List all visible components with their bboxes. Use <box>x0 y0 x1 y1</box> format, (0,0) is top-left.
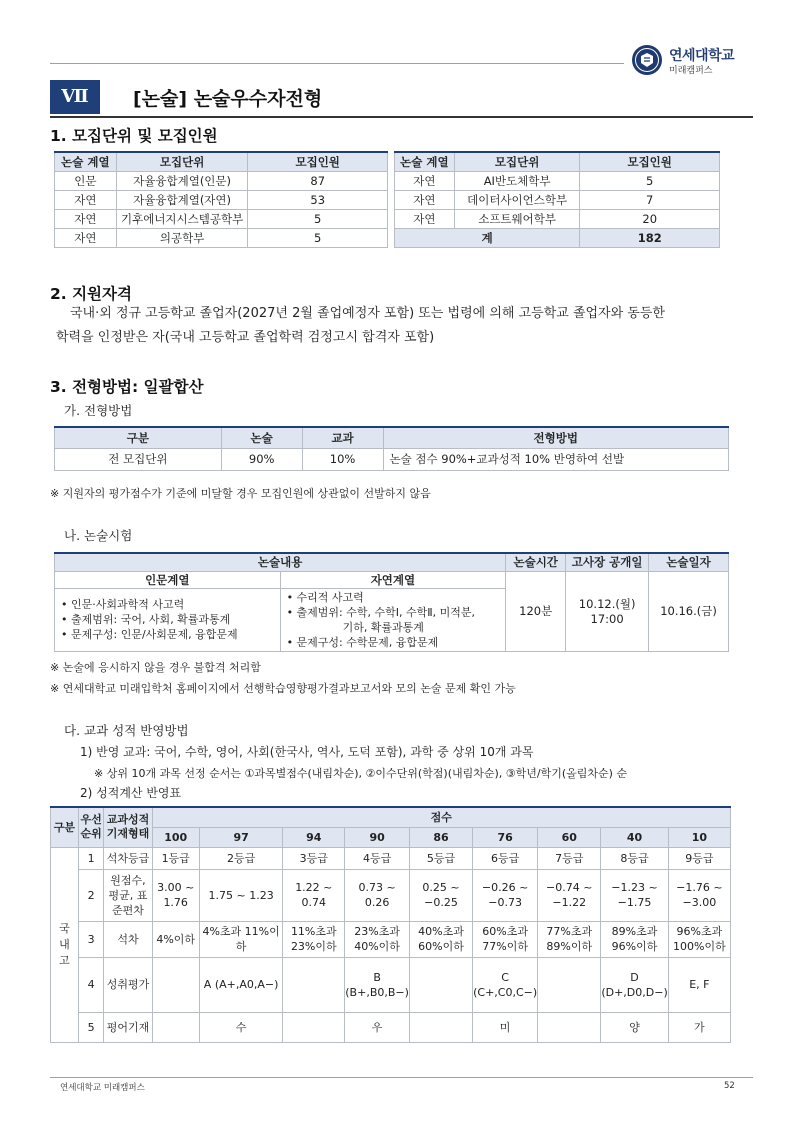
table-row <box>51 1012 731 1042</box>
cell: −0.26 ~ −0.73 <box>473 869 538 921</box>
open-date: 10.12.(월) <box>578 597 636 611</box>
table-row <box>51 921 731 957</box>
table-row <box>395 209 720 228</box>
col-header: 논술 <box>221 427 302 448</box>
cell: 2 <box>78 869 104 921</box>
table-row <box>55 209 388 228</box>
cell: 소프트웨어학부 <box>454 209 580 228</box>
cell: 원점수, 평균, 표준편차 <box>104 869 152 921</box>
cell <box>538 1012 601 1042</box>
cell <box>283 957 345 1012</box>
units-table-left <box>54 151 388 248</box>
cell: D (D+,D0,D−) <box>601 957 668 1012</box>
cell <box>538 957 601 1012</box>
cell: 11%초과 23%이하 <box>283 921 345 957</box>
cell: 60%초과 77%이하 <box>473 921 538 957</box>
cell: 23%초과 40%이하 <box>345 921 410 957</box>
cell: 4%초과 11%이하 <box>199 921 282 957</box>
cell: 53 <box>248 190 388 209</box>
essay-note1: ※ 논술에 응시하지 않을 경우 불합격 처리함 <box>50 661 261 674</box>
section2-heading: 2. 지원자격 <box>50 285 132 303</box>
cell <box>409 1012 472 1042</box>
cell: 평어기재 <box>104 1012 152 1042</box>
university-logo <box>631 44 791 80</box>
cell: 6등급 <box>473 847 538 869</box>
table-row <box>55 448 729 470</box>
cell: −1.76 ~ −3.00 <box>668 869 730 921</box>
group-label: 국내고 <box>51 847 79 1042</box>
cell: −0.74 ~ −1.22 <box>538 869 601 921</box>
cell: 4 <box>78 957 104 1012</box>
page-title: [논술] 논술우수자전형 <box>133 88 323 110</box>
list-item: • 수리적 사고력 <box>286 590 364 604</box>
humanities-content <box>55 588 281 651</box>
cell: 수 <box>199 1012 282 1042</box>
cell: 의공학부 <box>116 228 248 247</box>
table-row <box>395 190 720 209</box>
cell: 자연 <box>55 190 117 209</box>
table-row <box>51 869 731 921</box>
table-row <box>55 171 388 190</box>
cell: 89%초과 96%이하 <box>601 921 668 957</box>
cell: 7등급 <box>538 847 601 869</box>
cell: 5 <box>248 209 388 228</box>
cell <box>152 1012 199 1042</box>
col-header: 교과 <box>302 427 383 448</box>
open-time: 17:00 <box>590 612 624 626</box>
cell: 1.22 ~ 0.74 <box>283 869 345 921</box>
units-table-right <box>394 151 720 248</box>
cell: 우 <box>345 1012 410 1042</box>
table-row <box>55 190 388 209</box>
cell: 1.75 ~ 1.23 <box>199 869 282 921</box>
cell: C (C+,C0,C−) <box>473 957 538 1012</box>
grade-subheading: 다. 교과 성적 반영방법 <box>64 723 189 738</box>
cell: 5 <box>248 228 388 247</box>
score-header: 60 <box>538 827 601 847</box>
header-rule <box>50 63 624 64</box>
col-header: 인문계열 <box>55 571 281 588</box>
col-header: 우선순위 <box>78 807 104 847</box>
cell: 0.73 ~ 0.26 <box>345 869 410 921</box>
cell: 5 <box>580 171 720 190</box>
col-header: 점수 <box>152 807 730 827</box>
cell <box>152 957 199 1012</box>
total-row <box>395 228 720 247</box>
cell: 0.25 ~ −0.25 <box>409 869 472 921</box>
cell: 90% <box>221 448 302 470</box>
cell: 양 <box>601 1012 668 1042</box>
cell: 자율융합계열(자연) <box>116 190 248 209</box>
section1-heading: 1. 모집단위 및 모집인원 <box>50 127 218 145</box>
cell: 87 <box>248 171 388 190</box>
list-item: • 문제구성: 인문/사회문제, 융합문제 <box>61 628 238 641</box>
score-header: 86 <box>409 827 472 847</box>
col-header: 구분 <box>51 807 79 847</box>
cell: 4%이하 <box>152 921 199 957</box>
cell: 3등급 <box>283 847 345 869</box>
list-item: • 출제범위: 수학, 수학Ⅰ, 수학Ⅱ, 미적분, <box>286 605 476 619</box>
col-header: 구분 <box>55 427 222 448</box>
cell: 77%초과 89%이하 <box>538 921 601 957</box>
cell: 1 <box>78 847 104 869</box>
cell: AI반도체학부 <box>454 171 580 190</box>
grade-table <box>50 806 731 1043</box>
footer-rule <box>50 1077 753 1078</box>
cell: 자연 <box>395 209 455 228</box>
cell <box>409 957 472 1012</box>
university-seal-icon <box>631 44 663 76</box>
score-header: 100 <box>152 827 199 847</box>
open-date-cell <box>566 571 649 651</box>
score-header: 90 <box>345 827 410 847</box>
method-subheading: 가. 전형방법 <box>64 403 133 418</box>
chapter-badge: Ⅶ <box>50 80 100 114</box>
cell: 10% <box>302 448 383 470</box>
table-row <box>55 228 388 247</box>
cell: 5 <box>78 1012 104 1042</box>
cell: 자연 <box>55 228 117 247</box>
cell: 8등급 <box>601 847 668 869</box>
essay-subheading: 나. 논술시험 <box>64 528 133 543</box>
col-header: 전형방법 <box>383 427 729 448</box>
score-header: 94 <box>283 827 345 847</box>
essay-time: 120분 <box>506 571 566 651</box>
cell: 3 <box>78 921 104 957</box>
col-header: 논술시간 <box>506 553 566 571</box>
method-note: ※ 지원자의 평가점수가 기준에 미달할 경우 모집인원에 상관없이 선발하지 않음 <box>50 487 431 500</box>
cell: 미 <box>473 1012 538 1042</box>
cell: B (B+,B0,B−) <box>345 957 410 1012</box>
cell: 가 <box>668 1012 730 1042</box>
list-item: • 문제구성: 수학문제, 융합문제 <box>286 635 439 649</box>
cell: A (A+,A0,A−) <box>199 957 282 1012</box>
eligibility-line2: 학력을 인정받은 자(국내 고등학교 졸업학력 검정고시 합격자 포함) <box>56 330 435 345</box>
eligibility-line1: 국내·외 정규 고등학교 졸업자(2027년 2월 졸업예정자 포함) 또는 법령에 의해 고등학교 졸업자와 동등한 <box>70 306 665 321</box>
col-header: 자연계열 <box>280 571 506 588</box>
cell: E, F <box>668 957 730 1012</box>
cell: 2등급 <box>199 847 282 869</box>
col-header: 모집인원 <box>580 152 720 171</box>
score-header: 76 <box>473 827 538 847</box>
title-rule <box>50 116 753 118</box>
col-header: 논술 계열 <box>55 152 117 171</box>
cell: 40%초과 60%이하 <box>409 921 472 957</box>
essay-note2: ※ 연세대학교 미래입학처 홈페이지에서 선행학습영향평가결과보고서와 모의 논술 문제 확인 가능 <box>50 682 516 695</box>
cell: 96%초과 100%이하 <box>668 921 730 957</box>
list-item: • 출제범위: 국어, 사회, 확률과통계 <box>61 613 231 626</box>
cell: 자율융합계열(인문) <box>116 171 248 190</box>
essay-date: 10.16.(금) <box>649 571 729 651</box>
logo-name: 연세대학교 <box>669 48 735 64</box>
col-header: 모집인원 <box>248 152 388 171</box>
total-value: 182 <box>580 228 720 247</box>
cell: 자연 <box>55 209 117 228</box>
col-header: 교과성적 기재형태 <box>104 807 152 847</box>
col-header: 고사장 공개일 <box>566 553 649 571</box>
grade-item1: 1) 반영 교과: 국어, 수학, 영어, 사회(한국사, 역사, 도덕 포함), 과학 중 상위 10개 과목 <box>80 745 534 759</box>
cell: 3.00 ~ 1.76 <box>152 869 199 921</box>
list-item: • 인문·사회과학적 사고력 <box>61 598 185 611</box>
science-content <box>280 588 506 651</box>
table-row <box>51 847 731 869</box>
cell <box>283 1012 345 1042</box>
cell: 자연 <box>395 171 455 190</box>
col-header: 모집단위 <box>116 152 248 171</box>
cell: 성취평가 <box>104 957 152 1012</box>
logo-sub: 미래캠퍼스 <box>669 66 713 76</box>
col-header: 논술일자 <box>649 553 729 571</box>
grade-item1-note: ※ 상위 10개 과목 선정 순서는 ①과목별점수(내림차순), ②이수단위(학점)(내림차순), ③학년/학기(올림차순) 순 <box>94 767 628 780</box>
cell: −1.23 ~ −1.75 <box>601 869 668 921</box>
section3-heading: 3. 전형방법: 일괄합산 <box>50 378 204 396</box>
cell: 20 <box>580 209 720 228</box>
method-table <box>54 426 729 471</box>
col-header: 모집단위 <box>454 152 580 171</box>
table-row <box>395 171 720 190</box>
cell: 4등급 <box>345 847 410 869</box>
page-number: 52 <box>724 1081 735 1091</box>
footer-text: 연세대학교 미래캠퍼스 <box>60 1083 145 1093</box>
cell: 석차등급 <box>104 847 152 869</box>
cell: 기후에너지시스템공학부 <box>116 209 248 228</box>
col-header: 논술 계열 <box>395 152 455 171</box>
grade-item2: 2) 성적계산 반영표 <box>80 786 182 800</box>
cell: 전 모집단위 <box>55 448 222 470</box>
cell: 5등급 <box>409 847 472 869</box>
cell: 인문 <box>55 171 117 190</box>
cell: 7 <box>580 190 720 209</box>
col-header: 논술내용 <box>55 553 506 571</box>
table-row <box>51 957 731 1012</box>
cell: 9등급 <box>668 847 730 869</box>
score-header: 40 <box>601 827 668 847</box>
total-label: 계 <box>395 228 580 247</box>
list-item: 기하, 확률과통계 <box>342 620 424 634</box>
cell: 자연 <box>395 190 455 209</box>
score-header: 10 <box>668 827 730 847</box>
cell: 데이터사이언스학부 <box>454 190 580 209</box>
essay-table <box>54 552 729 652</box>
score-header: 97 <box>199 827 282 847</box>
cell: 석차 <box>104 921 152 957</box>
cell: 논술 점수 90%+교과성적 10% 반영하여 선발 <box>383 448 729 470</box>
cell: 1등급 <box>152 847 199 869</box>
